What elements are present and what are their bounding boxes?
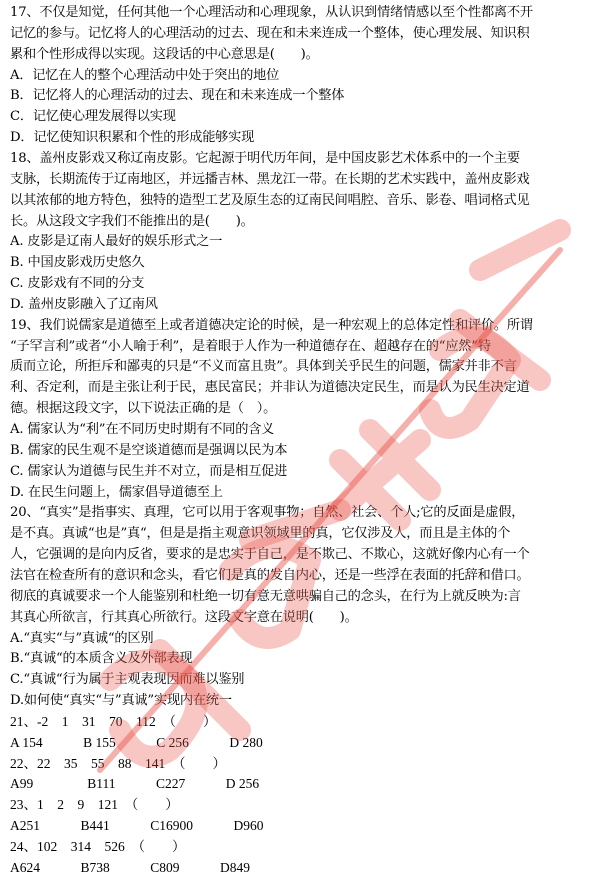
text-line: D. 在民生问题上，儒家倡导道德至上 xyxy=(10,484,223,500)
text-line: “子罕言利”或者“小人喻于利”，是着眼于人作为一种道德存在、超越存在的“应然”特 xyxy=(10,338,491,354)
text-line: 21、-2 1 31 70 112 （ ） xyxy=(10,713,217,729)
text-line: A 154 B 155 C 256 D 280 xyxy=(10,734,263,750)
text-line: A.“真实“与”真诚“的区别 xyxy=(10,630,154,646)
text-line: A. 皮影是辽南人最好的娱乐形式之一 xyxy=(10,234,223,250)
text-line: 质而立论，所拒斥和鄙夷的只是“不义而富且贵”。具体到关乎民生的问题，儒家并非不言 xyxy=(10,359,517,375)
text-line: 18、盖州皮影戏又称辽南皮影。它起源于明代历年间，是中国皮影艺术体系中的一个主要 xyxy=(10,150,520,166)
text-line: 累和个性形成得以实现。这段话的中心意思是( )。 xyxy=(10,46,319,62)
text-line: D.如何使“真实“与”真诚”实现内在统一 xyxy=(10,693,232,709)
text-line: 利、否定利，而是主张让利于民，惠民富民；并非认为道德决定民生，而是认为民生决定道 xyxy=(10,380,530,396)
text-line: 彻底的真诚要求一个人能鉴别和杜绝一切有意无意哄骗自己的念头，在行为上就反映为:言 xyxy=(10,588,521,604)
text-line: 是不真。真诚“也是”真“，但是是指主观意识领域里的真，它仅涉及人，而且是主体的个 xyxy=(10,526,511,542)
text-line: C. 儒家认为道德与民生并不对立，而是相互促进 xyxy=(10,463,288,479)
text-line: C.“真诚“行为属于主观表现因而难以鉴别 xyxy=(10,672,245,688)
text-line: B．记忆将人的心理活动的过去、现在和未来连成一个整体 xyxy=(10,88,345,104)
text-line: B. 儒家的民生观不是空谈道德而是强调以民为本 xyxy=(10,442,288,458)
text-line: 20、“真实”是指事实、真理，它可以用于客观事物；自然、社会、个人;它的反面是虚假， xyxy=(10,505,525,521)
text-line: 24、102 314 526 （ ） xyxy=(10,839,186,854)
text-line: 23、1 2 9 121 （ ） xyxy=(10,797,179,813)
text-line: 其真心所欲言，行其真心所欲行。这段文字意在说明( )。 xyxy=(10,609,358,625)
text-line: C．记忆使心理发展得以实现 xyxy=(10,109,176,125)
text-line: 22、22 35 55 88 141 （ ） xyxy=(10,755,226,771)
text-line: B. 中国皮影戏历史悠久 xyxy=(10,255,145,271)
text-line: 德。根据这段文字，以下说法正确的是（ ）。 xyxy=(10,401,277,417)
text-line: 支脉，长期流传于辽南地区，并远播吉林、黑龙江一带。在长期的艺术实践中，盖州皮影戏 xyxy=(10,171,530,187)
text-line: 长。从这段文字我们不能推出的是( )。 xyxy=(10,213,254,229)
text-line: 以其浓郁的地方特色，独特的造型工艺及原生态的辽南民间唱腔、音乐、影卷、唱词格式见 xyxy=(10,192,530,208)
text-line: A. 儒家认为“利”在不同历史时期有不同的含义 xyxy=(10,422,275,437)
text-line: C. 皮影戏有不同的分支 xyxy=(10,276,145,292)
text-line: B.“真诚“的本质含义及外部表现 xyxy=(10,651,193,667)
text-line: 19、我们说儒家是道德至上或者道德决定论的时候，是一种宏观上的总体定性和评价。所谓 xyxy=(10,317,533,333)
text-line: 法官在检查所有的意识和念头，看它们是真的发自内心，还是一些浮在表面的托辞和借口。 xyxy=(10,567,530,583)
text-line: 人，它强调的是向内反省，要求的是忠实于自己，是不欺己、不欺心，这就好像内心有一个 xyxy=(10,547,530,563)
text-line: A99 B111 C227 D 256 xyxy=(10,776,260,792)
text-line: 记忆的参与。记忆将人的心理活动的过去、现在和未来连成一个整体，使心理发展、知识积 xyxy=(10,25,530,41)
text-line: A624 B738 C809 D849 xyxy=(10,859,251,875)
text-line: D. 盖州皮影融入了辽南风 xyxy=(10,296,158,312)
text-line: A251 B441 C16900 D960 xyxy=(10,818,264,834)
text-line: D．记忆使知识积累和个性的形成能够实现 xyxy=(10,130,255,146)
text-line: 17、不仅是知觉，任何其他一个心理活动和心理现象，从认识到情绪情感以至个性都离不开 xyxy=(10,5,533,20)
text-line: A．记忆在人的整个心理活动中处于突出的地位 xyxy=(10,67,280,83)
